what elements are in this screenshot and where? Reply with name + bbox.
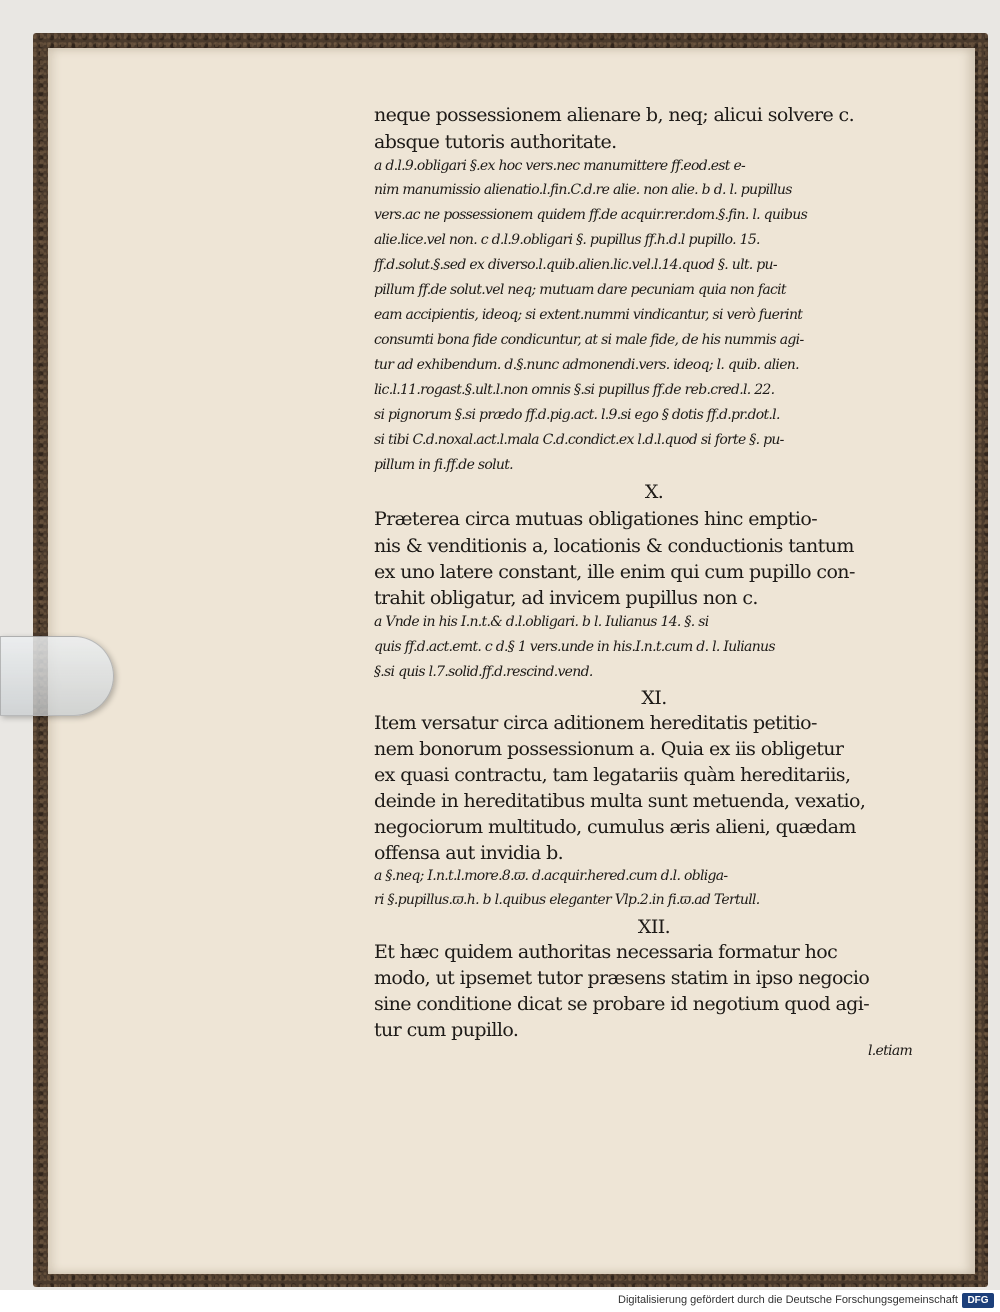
footnote-line: nim manumissio alienatio.l.fin.C.d.re alie. non alie. b d. l. pupillus [374,182,792,198]
footnote-line: a d.l.9.obligari §.ex hoc vers.nec manumittere ff.eod.est e- [374,158,746,174]
footnote-line: pillum ff.de solut.vel neq; mutuam dare pecuniam quia non facit [374,282,786,298]
footnote-line: consumti bona fide condicuntur, at si male fide, de his nummis agi- [374,332,804,348]
text-line: modo, ut ipsemet tutor præsens statim in ipso negocio [374,967,870,989]
text-line: tur cum pupillo. [374,1019,519,1041]
text-line: ex uno latere constant, ille enim qui cum pupillo con- [374,561,855,583]
text-line: nis & venditionis a, locationis & conductionis tantum [374,535,854,557]
page-clip [0,636,114,716]
text-line: Item versatur circa aditionem hereditatis petitio- [374,712,817,734]
footer-bar [0,1290,1000,1312]
text-line: nem bonorum possessionum a. Quia ex iis obligetur [374,738,844,760]
text-line: Præterea circa mutuas obligationes hinc emptio- [374,508,818,530]
footnote-line: si pignorum §.si prædo ff.d.pig.act. l.9.si ego § dotis ff.d.pr.dot.l. [374,407,780,423]
text-line: ex quasi contractu, tam legatariis quàm hereditariis, [374,764,851,786]
footnote-line: si tibi C.d.noxal.act.l.mala C.d.condict.ex l.d.l.quod si forte §. pu- [374,432,784,448]
section-number: XII. [637,916,671,938]
footnote-line: ri §.pupillus.ϖ.h. b l.quibus eleganter Vlp.2.in fi.ϖ.ad Tertull. [374,892,760,908]
footnote-line: §.si quis l.7.solid.ff.d.rescind.vend. [374,664,593,680]
text-line: absque tutoris authoritate. [374,131,617,153]
footnote-line: a §.neq; I.n.t.l.more.8.ϖ. d.acquir.hered.cum d.l. obliga- [374,868,728,884]
footnote-line: ff.d.solut.§.sed ex diverso.l.quib.alien.lic.vel.l.14.quod §. ult. pu- [374,257,777,273]
text-line: neque possessionem alienare b, neq; alicui solvere c. [374,104,855,126]
footnote-line: lic.l.11.rogast.§.ult.l.non omnis §.si pupillus ff.de reb.cred.l. 22. [374,382,775,398]
footnote-line: a Vnde in his I.n.t.& d.l.obligari. b l. Iulianus 14. §. si [374,614,709,630]
footnote-line: tur ad exhibendum. d.§.nunc admonendi.vers. ideoq; l. quib. alien. [374,357,799,373]
text-line: trahit obligatur, ad invicem pupillus non c. [374,587,758,609]
footnote-line: vers.ac ne possessionem quidem ff.de acquir.rer.dom.§.fin. l. quibus [374,207,808,223]
text-line: offensa aut invidia b. [374,842,564,864]
catchword: l.etiam [868,1043,913,1059]
text-line: sine conditione dicat se probare id negotium quod agi- [374,993,870,1015]
text-line: Et hæc quidem authoritas necessaria formatur hoc [374,941,838,963]
section-number: XI. [641,687,667,709]
footnote-line: eam accipientis, ideoq; si extent.nummi vindicantur, si verò fuerint [374,307,803,323]
footnote-line: alie.lice.vel non. c d.l.9.obligari §. pupillus ff.h.d.l pupillo. 15. [374,232,760,248]
text-line: negociorum multitudo, cumulus æris alieni, quædam [374,816,856,838]
footer-credit: Digitalisierung gefördert durch die Deutsche Forschungsgemeinschaft [618,1294,958,1306]
section-number: X. [644,481,664,503]
footnote-line: pillum in fi.ff.de solut. [374,457,513,473]
footnote-line: quis ff.d.act.emt. c d.§ 1 vers.unde in his.I.n.t.cum d. l. Iulianus [374,639,775,655]
dfg-logo: DFG [962,1293,994,1308]
text-line: deinde in hereditatibus multa sunt metuenda, vexatio, [374,790,866,812]
